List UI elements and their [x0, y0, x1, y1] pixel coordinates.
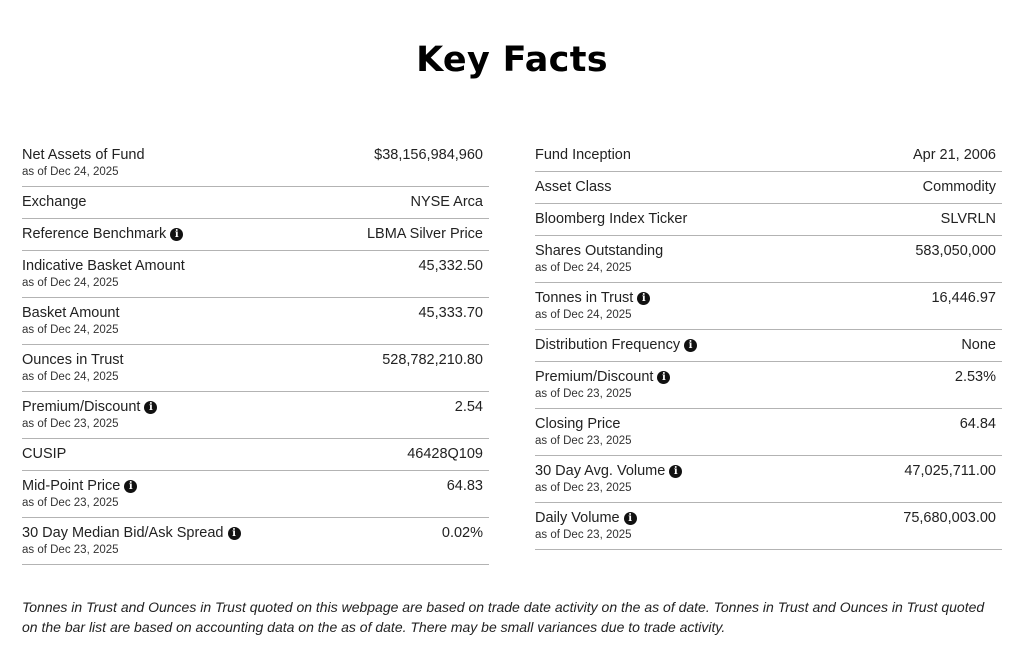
fact-row — [535, 362, 1002, 409]
fact-label-text: Closing Price — [535, 416, 621, 432]
fact-label — [535, 509, 637, 527]
info-icon[interactable]: i — [228, 527, 241, 540]
fact-as-of-date: as of Dec 23, 2025 — [535, 529, 632, 541]
fact-row — [22, 140, 489, 187]
fact-row — [22, 298, 489, 345]
info-icon[interactable]: i — [637, 292, 650, 305]
fact-label — [535, 242, 663, 260]
fact-value: 75,680,003.00 — [903, 510, 996, 526]
page-title: Key Facts — [416, 40, 608, 80]
fact-value: Commodity — [922, 179, 996, 195]
fact-label-text: Basket Amount — [22, 305, 120, 321]
fact-as-of-date: as of Dec 24, 2025 — [535, 309, 632, 321]
fact-as-of-date: as of Dec 24, 2025 — [535, 262, 632, 274]
fact-row — [535, 204, 1002, 236]
fact-value: 64.84 — [959, 416, 996, 432]
fact-row — [535, 503, 1002, 550]
fact-label — [535, 336, 697, 354]
fact-row — [22, 392, 489, 439]
fact-row — [22, 187, 489, 219]
fact-label-group — [22, 477, 137, 510]
fact-label-group — [535, 289, 650, 322]
fact-label — [22, 225, 183, 243]
fact-value: NYSE Arca — [410, 194, 483, 210]
fact-row — [535, 456, 1002, 503]
fact-label — [535, 368, 670, 386]
fact-value: 0.02% — [441, 525, 483, 541]
fact-label-group — [22, 398, 157, 431]
fact-label-group — [535, 242, 663, 275]
fact-row — [535, 283, 1002, 330]
fact-label — [535, 178, 612, 196]
info-icon[interactable]: i — [170, 228, 183, 241]
fact-value: Apr 21, 2006 — [912, 147, 996, 163]
fact-label-text: Fund Inception — [535, 147, 631, 163]
fact-value: 583,050,000 — [915, 243, 996, 259]
fact-label — [22, 351, 124, 369]
fact-label — [535, 415, 632, 433]
fact-as-of-date: as of Dec 23, 2025 — [22, 497, 119, 509]
fact-label — [22, 257, 185, 275]
fact-label-text: 30 Day Median Bid/Ask Spread — [22, 525, 224, 541]
fact-label-group — [22, 351, 124, 384]
fact-value: LBMA Silver Price — [366, 226, 483, 242]
fact-label-text: Indicative Basket Amount — [22, 258, 185, 274]
key-facts-right-column — [535, 140, 1002, 550]
fact-row — [22, 471, 489, 518]
fact-label-text: Premium/Discount — [22, 399, 141, 415]
fact-label — [535, 289, 650, 307]
footnote: Tonnes in Trust and Ounces in Trust quoted on this webpage are based on trade date activity on the as of date. Tonnes in Trust and Ounces in Trust quoted on the bar list are based on accounting data on the as of date. There may be small variances due to trade activity. — [22, 599, 985, 635]
fact-label — [22, 477, 137, 495]
fact-value: None — [961, 337, 996, 353]
fact-value: 16,446.97 — [931, 290, 996, 306]
fact-row — [535, 140, 1002, 172]
key-facts-left-column — [22, 140, 489, 565]
fact-row — [22, 345, 489, 392]
fact-label — [22, 398, 157, 416]
fact-label — [22, 146, 145, 164]
fact-value: $38,156,984,960 — [374, 147, 483, 163]
fact-as-of-date: as of Dec 24, 2025 — [22, 371, 119, 383]
fact-label-text: Asset Class — [535, 179, 612, 195]
fact-label — [22, 193, 87, 211]
fact-label-text: Mid-Point Price — [22, 478, 121, 494]
fact-label-group — [535, 146, 631, 164]
fact-label-text: Reference Benchmark — [22, 226, 167, 242]
fact-label — [535, 210, 687, 228]
info-icon[interactable]: i — [144, 401, 157, 414]
fact-row — [22, 518, 489, 565]
fact-value: 47,025,711.00 — [904, 463, 996, 479]
fact-label-group — [535, 462, 682, 495]
info-icon[interactable]: i — [657, 371, 670, 384]
fact-label-text: Bloomberg Index Ticker — [535, 211, 688, 227]
fact-label-group — [535, 336, 697, 354]
fact-row — [535, 236, 1002, 283]
fact-as-of-date: as of Dec 24, 2025 — [22, 324, 119, 336]
fact-label-group — [22, 445, 66, 463]
fact-as-of-date: as of Dec 23, 2025 — [22, 418, 119, 430]
fact-label-group — [535, 178, 612, 196]
fact-label — [535, 146, 631, 164]
fact-label-text: CUSIP — [22, 446, 67, 462]
fact-value: 45,333.70 — [418, 305, 483, 321]
fact-label — [22, 304, 120, 322]
fact-label-text: 30 Day Avg. Volume — [535, 463, 666, 479]
fact-row — [22, 439, 489, 471]
fact-label-group — [22, 225, 183, 243]
info-icon[interactable]: i — [684, 339, 697, 352]
fact-value: 2.53% — [954, 369, 996, 385]
fact-label-text: Daily Volume — [535, 510, 620, 526]
fact-label-text: Shares Outstanding — [535, 243, 664, 259]
fact-label-group — [22, 146, 145, 179]
info-icon[interactable]: i — [624, 512, 637, 525]
fact-row — [22, 251, 489, 298]
fact-label-group — [22, 304, 120, 337]
fact-row — [535, 409, 1002, 456]
fact-as-of-date: as of Dec 24, 2025 — [22, 277, 119, 289]
fact-label-text: Net Assets of Fund — [22, 147, 145, 163]
fact-label-group — [22, 524, 241, 557]
fact-as-of-date: as of Dec 23, 2025 — [535, 388, 632, 400]
fact-value: 64.83 — [446, 478, 483, 494]
fact-as-of-date: as of Dec 23, 2025 — [535, 482, 632, 494]
fact-label-text: Tonnes in Trust — [535, 290, 634, 306]
fact-value: 528,782,210.80 — [382, 352, 483, 368]
fact-label-text: Premium/Discount — [535, 369, 654, 385]
fact-label-group — [22, 257, 185, 290]
fact-row — [535, 330, 1002, 362]
fact-label-group — [535, 368, 670, 401]
fact-label-group — [22, 193, 87, 211]
fact-as-of-date: as of Dec 24, 2025 — [22, 166, 119, 178]
fact-row — [22, 219, 489, 251]
fact-as-of-date: as of Dec 23, 2025 — [22, 544, 119, 556]
fact-label — [535, 462, 682, 480]
info-icon[interactable]: i — [669, 465, 682, 478]
fact-as-of-date: as of Dec 23, 2025 — [535, 435, 632, 447]
fact-label — [22, 524, 241, 542]
fact-value: 45,332.50 — [418, 258, 483, 274]
fact-value: SLVRLN — [940, 211, 996, 227]
fact-row — [535, 172, 1002, 204]
fact-value: 2.54 — [454, 399, 483, 415]
fact-value: 46428Q109 — [407, 446, 483, 462]
info-icon[interactable]: i — [124, 480, 137, 493]
fact-label-text: Ounces in Trust — [22, 352, 124, 368]
fact-label — [22, 445, 66, 463]
fact-label-text: Distribution Frequency — [535, 337, 681, 353]
fact-label-text: Exchange — [22, 194, 87, 210]
fact-label-group — [535, 509, 637, 542]
fact-label-group — [535, 210, 687, 228]
fact-label-group — [535, 415, 632, 448]
